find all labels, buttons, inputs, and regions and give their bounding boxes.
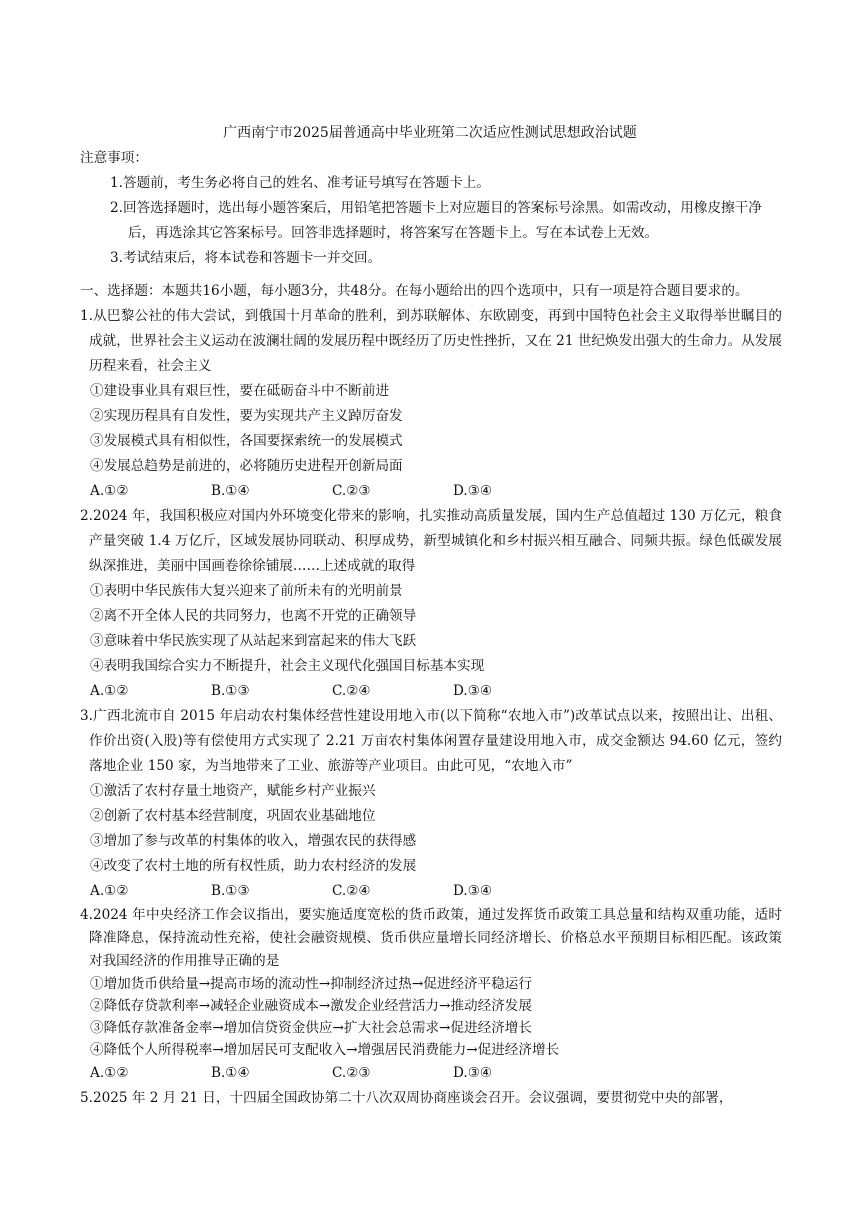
statement: ④发展总趋势是前进的，必将随历史进程开创新局面 [90,458,403,474]
option-d: D.③④ [453,883,493,899]
answer-options [80,479,782,504]
statement: ④表明我国综合实力不断提升，社会主义现代化强国目标基本实现 [90,658,485,674]
notice-list [80,171,782,271]
option-a: A.①② [90,1065,129,1081]
option-a: A.①② [90,483,129,499]
question-stem: 4.2024 年中央经济工作会议指出，要实施适度宽松的货币政策，通过发挥货币政策工具总量和结构双重功能，适时降准降息，保持流动性充裕，使社会融资规模、货币供应量增长同经济增长、价格总水平预期目标相匹配。该政策对我国经济的作用推导正确的是 [80,907,782,969]
option-c: C.②③ [332,483,371,499]
answer-options [80,1061,782,1086]
statement: ②创新了农村基本经营制度，巩固农业基础地位 [90,808,376,824]
statement: ③降低存款准备金率→增加信贷资金供应→扩大社会总需求→促进经济增长 [90,1020,532,1036]
statement: ②实现历程具有自发性，要为实现共产主义踔厉奋发 [90,408,403,424]
question-2 [80,504,782,704]
statement: ①建设事业具有艰巨性，要在砥砺奋斗中不断前进 [90,383,390,399]
option-d: D.③④ [453,483,493,499]
notice-heading: 注意事项： [80,150,148,166]
option-c: C.②③ [332,1065,371,1081]
option-a: A.①② [90,883,129,899]
statement: ④改变了农村土地的所有权性质，助力农村经济的发展 [90,858,417,874]
statement: ②降低存贷款利率→减轻企业融资成本→激发企业经营活力→推动经济发展 [90,998,532,1014]
notice-item: 1.答题前，考生务必将自己的姓名、准考证号填写在答题卡上。 [110,175,490,191]
question-1 [80,304,782,504]
option-d: D.③④ [453,683,493,699]
exam-title: 广西南宁市2025届普通高中毕业班第二次适应性测试思想政治试题 [223,125,637,141]
notice-item: 2.回答选择题时，选出每小题答案后，用铅笔把答题卡上对应题目的答案标号涂黑。如需改动，用橡皮擦干净后，再选涂其它答案标号。回答非选择题时，将答案写在答题卡上。写在本试卷上无效。 [110,200,762,241]
statement: ④降低个人所得税率→增加居民可支配收入→增强居民消费能力→促进经济增长 [90,1042,560,1058]
statement: ③发展模式具有相似性，各国要探索统一的发展模式 [90,433,403,449]
question-3 [80,704,782,904]
notice-block [80,146,782,271]
statement: ③增加了参与改革的村集体的收入，增强农民的获得感 [90,833,417,849]
question-4 [80,904,782,1086]
question-5 [80,1086,782,1111]
notice-item: 3.考试结束后，将本试卷和答题卡一并交回。 [110,250,382,266]
statement: ①激活了农村存量土地资产，赋能乡村产业振兴 [90,783,376,799]
statement: ①增加货币供给量→提高市场的流动性→抑制经济过热→促进经济平稳运行 [90,976,532,992]
question-stem: 1.从巴黎公社的伟大尝试，到俄国十月革命的胜利，到苏联解体、东欧剧变，再到中国特色社会主义取得举世瞩目的成就，世界社会主义运动在波澜壮阔的发展历程中既经历了历史性挫折，又在 21 世纪焕发出强大的生命力。从发展历程来看，社会主义 [80,308,782,374]
option-b: B.①④ [211,483,250,499]
statement: ①表明中华民族伟大复兴迎来了前所未有的光明前景 [90,583,403,599]
option-d: D.③④ [453,1065,493,1081]
option-c: C.②④ [332,883,371,899]
option-b: B.①④ [211,1065,250,1081]
statement: ②离不开全体人民的共同努力，也离不开党的正确领导 [90,608,417,624]
question-stem: 5.2025 年 2 月 21 日，十四届全国政协第二十八次双周协商座谈会召开。会议强调，要贯彻党中央的部署， [80,1090,733,1106]
question-stem: 2.2024 年，我国积极应对国内外环境变化带来的影响，扎实推动高质量发展，国内生产总值超过 130 万亿元，粮食产量突破 1.4 万亿斤，区域发展协同联动、积厚成势，新型城镇化和乡村振兴相互融合、同频共振。绿色低碳发展纵深推进，美丽中国画卷徐徐铺展……上述成就的取得 [80,508,782,574]
answer-options [80,879,782,904]
option-b: B.①③ [211,683,250,699]
section-heading: 一、选择题：本题共16小题，每小题3分，共48分。在每小题给出的四个选项中，只有一项是符合题目要求的。 [80,283,749,299]
option-b: B.①③ [211,883,250,899]
answer-options [80,679,782,704]
option-c: C.②④ [332,683,371,699]
statement: ③意味着中华民族实现了从站起来到富起来的伟大飞跃 [90,633,417,649]
question-stem: 3.广西北流市自 2015 年启动农村集体经营性建设用地入市(以下简称“农地入市”)改革试点以来，按照出让、出租、作价出资(入股)等有偿使用方式实现了 2.21 万亩农村集体闲置存量建设用地入市，成交金额达 94.60 亿元，签约落地企业 150 家，为当地带来了工业、旅游等产业项目。由此可见，“农地入市” [80,708,782,774]
exam-content [80,146,782,1111]
option-a: A.①② [90,683,129,699]
